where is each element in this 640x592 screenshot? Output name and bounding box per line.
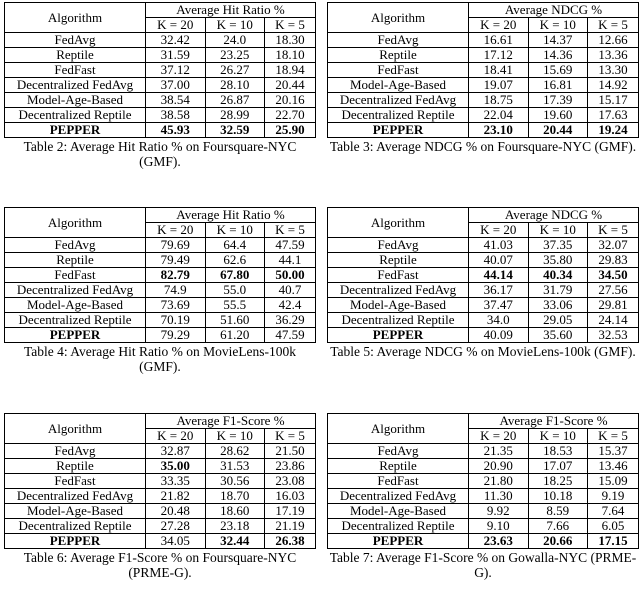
metric-value: 23.86 [265,459,316,474]
k-header: K = 10 [205,223,265,238]
metric-value: 79.29 [146,328,206,343]
table-row [5,328,316,343]
metric-value: 8.59 [528,504,588,519]
metric-value: 35.80 [528,253,588,268]
metric-value: 44.14 [469,268,529,283]
metric-value: 15.09 [588,474,639,489]
algorithm-name: FedAvg [5,444,146,459]
metric-value: 31.59 [146,48,206,63]
metric-value: 29.81 [588,298,639,313]
metric-value: 7.64 [588,504,639,519]
metric-value: 26.38 [265,534,316,549]
metric-value: 23.25 [205,48,265,63]
header-row [328,3,639,18]
algorithm-name: PEPPER [328,534,469,549]
table-row [328,489,639,504]
table-row [328,33,639,48]
metric-value: 13.46 [588,459,639,474]
table-row [5,48,316,63]
algorithm-name: FedAvg [328,444,469,459]
metric-value: 6.05 [588,519,639,534]
metric-value: 24.14 [588,313,639,328]
algorithm-name: FedAvg [328,33,469,48]
metric-value: 70.19 [146,313,206,328]
metric-value: 17.12 [469,48,529,63]
table-row [5,108,316,123]
metric-value: 34.05 [146,534,206,549]
header-row [5,3,316,18]
results-table [4,413,316,549]
metric-value: 32.07 [588,238,639,253]
table-caption: Table 6: Average F1-Score % on Foursquare-NYC (PRME-G). [23,550,297,580]
metric-value: 13.36 [588,48,639,63]
table-row [328,474,639,489]
algorithm-name: FedFast [5,63,146,78]
metric-value: 18.30 [265,33,316,48]
metric-value: 14.37 [528,33,588,48]
algorithm-name: Model-Age-Based [5,504,146,519]
metric-value: 79.69 [146,238,206,253]
algorithm-header: Algorithm [5,414,146,444]
metric-value: 40.34 [528,268,588,283]
metric-value: 29.05 [528,313,588,328]
metric-value: 12.66 [588,33,639,48]
metric-value: 10.18 [528,489,588,504]
metric-value: 37.35 [528,238,588,253]
algorithm-name: FedAvg [5,33,146,48]
metric-value: 40.7 [265,283,316,298]
table-row [328,313,639,328]
table-row [328,63,639,78]
metric-value: 20.16 [265,93,316,108]
metric-value: 32.44 [205,534,265,549]
metric-value: 28.62 [205,444,265,459]
algorithm-header: Algorithm [5,208,146,238]
algorithm-name: FedAvg [328,238,469,253]
metric-value: 19.60 [528,108,588,123]
metric-value: 40.09 [469,328,529,343]
metric-value: 21.80 [469,474,529,489]
metric-value: 17.07 [528,459,588,474]
algorithm-name: FedAvg [5,238,146,253]
algorithm-name: PEPPER [328,123,469,138]
metric-value: 74.9 [146,283,206,298]
metric-value: 23.18 [205,519,265,534]
results-table [327,207,639,343]
algorithm-name: Reptile [328,459,469,474]
metric-value: 51.60 [205,313,265,328]
metric-value: 24.0 [205,33,265,48]
k-header: K = 10 [528,223,588,238]
metric-value: 21.35 [469,444,529,459]
metric-value: 27.28 [146,519,206,534]
table-row [328,48,639,63]
table-row [328,519,639,534]
algorithm-name: Model-Age-Based [5,93,146,108]
metric-value: 47.59 [265,238,316,253]
algorithm-header: Algorithm [328,208,469,238]
metric-value: 17.15 [588,534,639,549]
metric-value: 36.17 [469,283,529,298]
metric-value: 36.29 [265,313,316,328]
table-2-block [4,2,320,169]
k-header: K = 20 [469,429,529,444]
k-header: K = 5 [588,18,639,33]
metric-value: 33.06 [528,298,588,313]
table-row [5,519,316,534]
metric-value: 31.53 [205,459,265,474]
metric-value: 18.94 [265,63,316,78]
metric-value: 82.79 [146,268,206,283]
table-4-block [4,207,320,374]
k-header: K = 10 [205,18,265,33]
metric-value: 9.92 [469,504,529,519]
metric-value: 18.10 [265,48,316,63]
header-row [5,208,316,223]
metric-value: 79.49 [146,253,206,268]
metric-value: 35.60 [528,328,588,343]
metric-value: 14.36 [528,48,588,63]
metric-value: 73.69 [146,298,206,313]
metric-value: 17.19 [265,504,316,519]
metric-value: 27.56 [588,283,639,298]
metric-value: 47.59 [265,328,316,343]
metric-value: 33.35 [146,474,206,489]
metric-value: 13.30 [588,63,639,78]
metric-value: 30.56 [205,474,265,489]
algorithm-name: Model-Age-Based [328,78,469,93]
metric-value: 32.53 [588,328,639,343]
results-table [4,207,316,343]
header-row [328,414,639,429]
table-caption: Table 4: Average Hit Ratio % on MovieLens-100k (GMF). [23,344,297,374]
table-row [5,534,316,549]
metric-value: 32.42 [146,33,206,48]
table-3-block [327,2,640,154]
metric-value: 22.70 [265,108,316,123]
metric-value: 35.00 [146,459,206,474]
algorithm-name: Decentralized FedAvg [5,78,146,93]
algorithm-name: FedFast [328,63,469,78]
table-row [5,474,316,489]
metric-value: 22.04 [469,108,529,123]
table-caption: Table 7: Average F1-Score % on Gowalla-NYC (PRME-G). [329,550,637,580]
table-7-block [327,413,640,580]
algorithm-name: Decentralized Reptile [5,108,146,123]
algorithm-name: Model-Age-Based [5,298,146,313]
table-row [5,78,316,93]
table-row [328,534,639,549]
metric-value: 16.61 [469,33,529,48]
metric-value: 7.66 [528,519,588,534]
algorithm-header: Algorithm [5,3,146,33]
metric-header: Average F1-Score % [469,414,639,429]
algorithm-name: FedFast [5,268,146,283]
table-caption: Table 2: Average Hit Ratio % on Foursquare-NYC (GMF). [23,139,297,169]
algorithm-name: PEPPER [5,534,146,549]
metric-value: 37.12 [146,63,206,78]
metric-value: 34.50 [588,268,639,283]
table-caption: Table 3: Average NDCG % on Foursquare-NYC (GMF). [329,139,637,154]
k-header: K = 5 [265,223,316,238]
table-row [328,108,639,123]
table-row [5,313,316,328]
metric-value: 18.53 [528,444,588,459]
k-header: K = 10 [528,18,588,33]
metric-value: 42.4 [265,298,316,313]
metric-value: 28.10 [205,78,265,93]
metric-value: 38.54 [146,93,206,108]
table-row [5,504,316,519]
algorithm-name: Reptile [5,48,146,63]
metric-value: 55.5 [205,298,265,313]
metric-value: 18.75 [469,93,529,108]
metric-value: 26.87 [205,93,265,108]
table-row [5,268,316,283]
table-row [328,444,639,459]
algorithm-header: Algorithm [328,3,469,33]
table-row [5,253,316,268]
metric-value: 29.83 [588,253,639,268]
table-6-block [4,413,320,580]
metric-value: 34.0 [469,313,529,328]
k-header: K = 10 [205,429,265,444]
metric-value: 28.99 [205,108,265,123]
metric-value: 64.4 [205,238,265,253]
table-row [5,33,316,48]
results-table [327,2,639,138]
table-row [328,268,639,283]
k-header: K = 5 [265,18,316,33]
metric-value: 9.10 [469,519,529,534]
k-header: K = 10 [528,429,588,444]
metric-value: 17.63 [588,108,639,123]
header-row [5,414,316,429]
metric-value: 15.69 [528,63,588,78]
metric-value: 50.00 [265,268,316,283]
metric-value: 14.92 [588,78,639,93]
table-row [5,238,316,253]
table-row [328,504,639,519]
metric-value: 45.93 [146,123,206,138]
k-header: K = 5 [588,223,639,238]
algorithm-name: Decentralized Reptile [328,313,469,328]
metric-value: 26.27 [205,63,265,78]
metric-value: 67.80 [205,268,265,283]
table-row [328,459,639,474]
algorithm-name: Reptile [328,48,469,63]
metric-value: 20.44 [528,123,588,138]
algorithm-name: Decentralized Reptile [328,519,469,534]
metric-value: 23.63 [469,534,529,549]
algorithm-name: Decentralized FedAvg [328,283,469,298]
metric-header: Average NDCG % [469,208,639,223]
metric-value: 19.07 [469,78,529,93]
metric-value: 23.08 [265,474,316,489]
table-row [5,489,316,504]
table-row [5,283,316,298]
metric-value: 19.24 [588,123,639,138]
metric-value: 37.47 [469,298,529,313]
metric-value: 11.30 [469,489,529,504]
table-row [328,93,639,108]
algorithm-name: Decentralized Reptile [328,108,469,123]
table-row [328,123,639,138]
k-header: K = 20 [469,223,529,238]
algorithm-name: FedFast [5,474,146,489]
metric-value: 32.59 [205,123,265,138]
algorithm-name: Decentralized FedAvg [328,93,469,108]
metric-value: 32.87 [146,444,206,459]
table-row [5,298,316,313]
metric-value: 41.03 [469,238,529,253]
table-row [328,283,639,298]
metric-value: 18.60 [205,504,265,519]
metric-header: Average Hit Ratio % [146,208,316,223]
metric-value: 18.70 [205,489,265,504]
metric-header: Average Hit Ratio % [146,3,316,18]
metric-value: 38.58 [146,108,206,123]
table-5-block [327,207,640,359]
table-row [328,78,639,93]
metric-value: 55.0 [205,283,265,298]
algorithm-name: FedFast [328,474,469,489]
metric-value: 44.1 [265,253,316,268]
metric-value: 15.37 [588,444,639,459]
metric-value: 17.39 [528,93,588,108]
metric-value: 31.79 [528,283,588,298]
algorithm-name: Decentralized FedAvg [5,283,146,298]
table-row [5,63,316,78]
table-row [5,459,316,474]
algorithm-header: Algorithm [328,414,469,444]
metric-value: 61.20 [205,328,265,343]
results-table [4,2,316,138]
algorithm-name: PEPPER [5,123,146,138]
algorithm-name: Decentralized FedAvg [5,489,146,504]
k-header: K = 5 [588,429,639,444]
metric-header: Average F1-Score % [146,414,316,429]
table-row [328,298,639,313]
algorithm-name: PEPPER [328,328,469,343]
algorithm-name: Decentralized FedAvg [328,489,469,504]
table-row [328,238,639,253]
metric-value: 20.48 [146,504,206,519]
metric-value: 23.10 [469,123,529,138]
k-header: K = 5 [265,429,316,444]
metric-value: 20.66 [528,534,588,549]
results-table [327,413,639,549]
metric-value: 21.82 [146,489,206,504]
k-header: K = 20 [146,18,206,33]
algorithm-name: Reptile [328,253,469,268]
metric-value: 16.81 [528,78,588,93]
algorithm-name: FedFast [328,268,469,283]
metric-header: Average NDCG % [469,3,639,18]
algorithm-name: Decentralized Reptile [5,313,146,328]
metric-value: 9.19 [588,489,639,504]
algorithm-name: PEPPER [5,328,146,343]
metric-value: 18.41 [469,63,529,78]
table-row [5,93,316,108]
metric-value: 15.17 [588,93,639,108]
table-row [328,253,639,268]
metric-value: 18.25 [528,474,588,489]
metric-value: 20.44 [265,78,316,93]
algorithm-name: Reptile [5,459,146,474]
metric-value: 25.90 [265,123,316,138]
metric-value: 20.90 [469,459,529,474]
header-row [328,208,639,223]
k-header: K = 20 [469,18,529,33]
metric-value: 37.00 [146,78,206,93]
algorithm-name: Model-Age-Based [328,504,469,519]
metric-value: 21.19 [265,519,316,534]
metric-value: 16.03 [265,489,316,504]
k-header: K = 20 [146,429,206,444]
metric-value: 21.50 [265,444,316,459]
table-row [5,123,316,138]
algorithm-name: Reptile [5,253,146,268]
metric-value: 62.6 [205,253,265,268]
algorithm-name: Model-Age-Based [328,298,469,313]
metric-value: 40.07 [469,253,529,268]
algorithm-name: Decentralized Reptile [5,519,146,534]
table-caption: Table 5: Average NDCG % on MovieLens-100k (GMF). [330,344,636,359]
table-row [328,328,639,343]
k-header: K = 20 [146,223,206,238]
table-row [5,444,316,459]
